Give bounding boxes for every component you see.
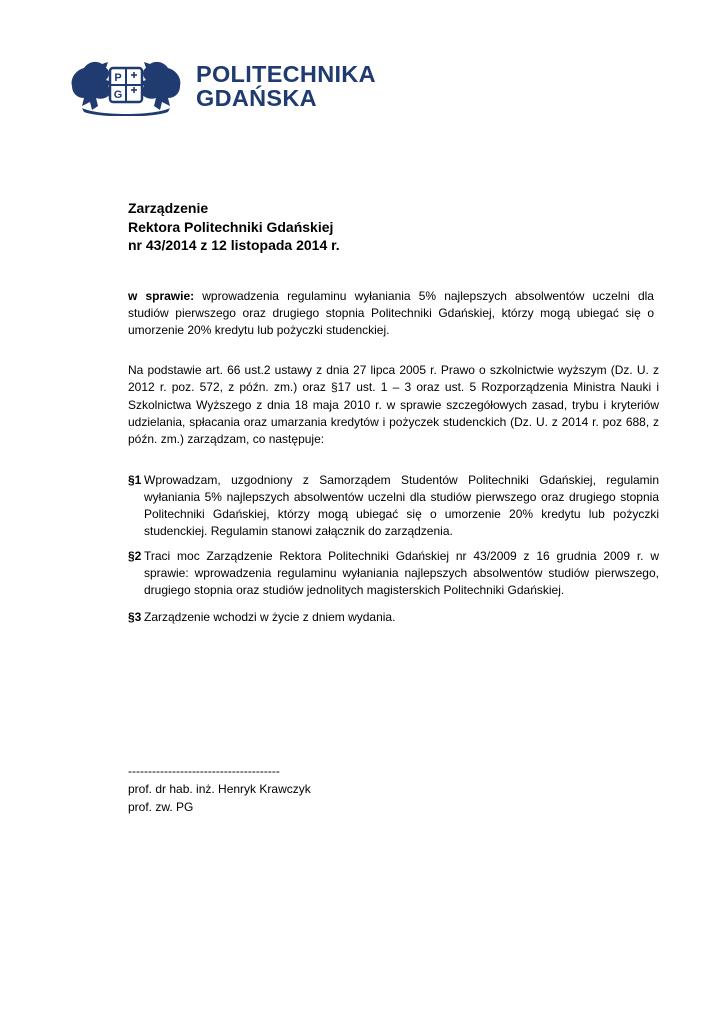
title-line-3: nr 43/2014 z 12 listopada 2014 r. (128, 237, 340, 253)
paragraph-number: §1 (128, 473, 142, 487)
logo-wordmark (196, 62, 376, 110)
document-title (128, 199, 340, 255)
subject-label: w sprawie: (128, 289, 195, 303)
signature-block (128, 762, 311, 816)
paragraph-text: Zarządzenie wchodzi w życie z dniem wydania. (144, 610, 396, 624)
signatory-name: prof. dr hab. inż. Henryk Krawczyk (128, 782, 311, 796)
university-logo (68, 56, 376, 116)
subject-block (128, 288, 654, 339)
paragraph-3 (128, 609, 659, 626)
paragraph-text: Wprowadzam, uzgodniony z Samorządem Studentów Politechniki Gdańskiej, regulamin wyłaniania 5% najlepszych absolwentów uczelni dla studiów pierwszego oraz drugiego stopnia Politechniki Gdańskiej, którzy mogą ubiegać się o umorzenie 20% kredytu lub pożyczki studenckiej. Regulamin stanowi załącznik do zarządzenia. (144, 473, 659, 538)
griffin-emblem-icon (68, 56, 184, 116)
paragraph-number: §2 (128, 549, 142, 563)
paragraph-number: §3 (128, 610, 142, 624)
logo-line-1: POLITECHNIKA (196, 61, 376, 87)
signatory-title: prof. zw. PG (128, 800, 194, 814)
signature-line: -------------------------------------- (128, 764, 280, 778)
emblem-letter-p: P (114, 72, 122, 84)
emblem-letter-g: G (113, 89, 123, 101)
paragraph-1 (128, 472, 659, 540)
legal-basis: Na podstawie art. 66 ust.2 ustawy z dnia 27 lipca 2005 r. Prawo o szkolnictwie wyższym (Dz. U. z 2012 r. poz. 572, z późn. zm.) oraz §17 ust. 1 – 3 oraz ust. 5 Rozporządzenia Ministra Nauki i Szkolnictwa Wyższego z dnia 18 maja 2010 r. w sprawie szczegółowych zasad, trybu i kryteriów udzielania, spłacania oraz umarzania kredytów i pożyczek studenckich (Dz. U. z 2014 r. poz 688, z późn. zm.) zarządzam, co następuje: (128, 363, 659, 447)
subject-text: wprowadzenia regulaminu wyłaniania 5% najlepszych absolwentów uczelni dla studiów pierwszego oraz drugiego stopnia Politechniki Gdańskiej, którzy mogą ubiegać się o umorzenie 20% kredytu lub pożyczki studenckiej. (128, 289, 654, 337)
title-line-2: Rektora Politechniki Gdańskiej (128, 218, 334, 235)
title-line-1: Zarządzenie (128, 200, 209, 216)
paragraph-2 (128, 548, 659, 599)
paragraph-text: Traci moc Zarządzenie Rektora Politechniki Gdańskiej nr 43/2009 z 16 grudnia 2009 r. w sprawie: wprowadzenia regulaminu wyłaniania najlepszych absolwentów studiów pierwszego, drugiego stopnia oraz studiów jednolitych magisterskich Politechniki Gdańskiej. (144, 549, 659, 597)
logo-line-2: GDAŃSKA (196, 85, 317, 111)
